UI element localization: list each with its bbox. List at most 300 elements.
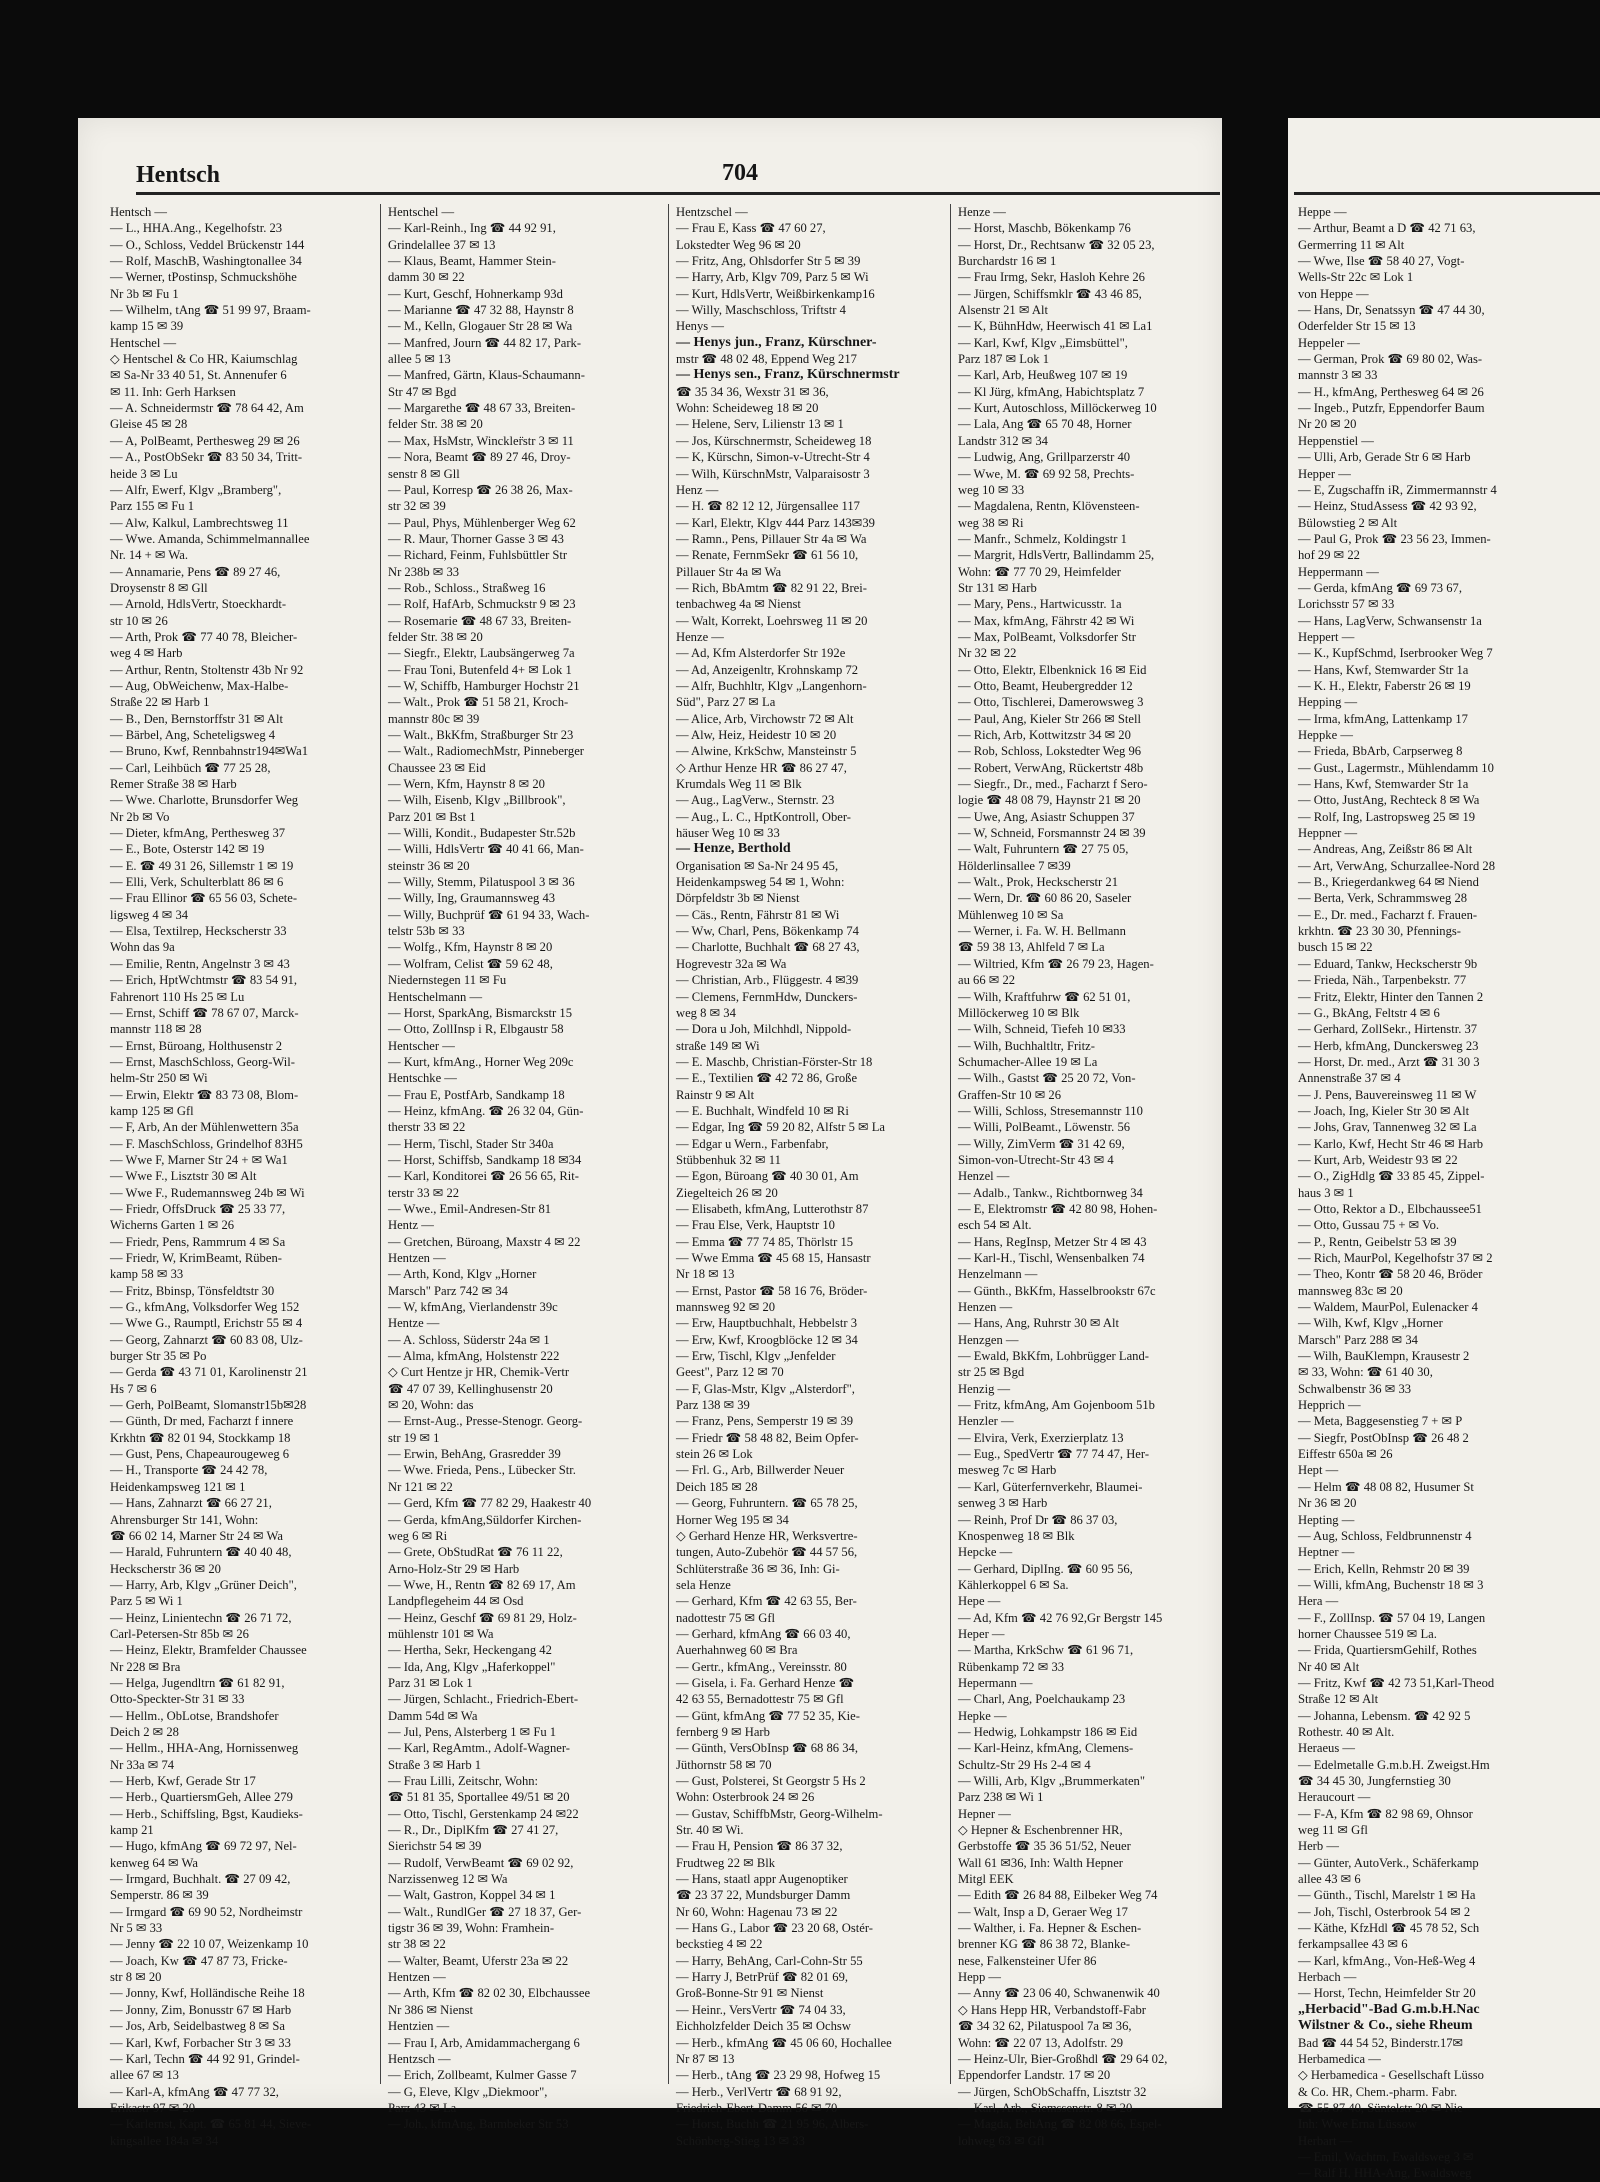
- directory-entry-line: Nr 5 ✉ 33: [110, 1921, 163, 1936]
- directory-entry-line: — Werner, tPostinsp, Schmuckshöhe: [110, 270, 297, 285]
- directory-entry-line: — Horst, Schiffsb, Sandkamp 18 ✉34: [388, 1152, 582, 1167]
- directory-entry-line: Gleise 45 ✉ 28: [110, 417, 188, 432]
- directory-entry-line: — Gust., Lagermstr., Mühlendamm 10: [1298, 760, 1494, 775]
- directory-entry-line: — Jürgen, SchObSchaffn, Lisztstr 32: [958, 2084, 1147, 2099]
- directory-entry-line: — K. H., Elektr, Faberstr 26 ✉ 19: [1298, 678, 1471, 693]
- directory-entry-line: — Charl, Ang, Poelchaukamp 23: [958, 1692, 1126, 1707]
- directory-entry-line: — Frau E, PostfArb, Sandkamp 18: [388, 1087, 565, 1102]
- directory-entry-line: kingsallee 184a ✉ 34: [110, 2133, 219, 2148]
- directory-entry-line: Schwalbenstr 36 ✉ 33: [1298, 1381, 1412, 1396]
- directory-entry-line: — Otto, Elektr, Elbenknick 16 ✉ Eid: [958, 662, 1147, 677]
- directory-entry-line: — E. Buchhalt, Windfeld 10 ✉ Ri: [676, 1103, 849, 1118]
- directory-entry-line: — Herm, Tischl, Stader Str 340a: [388, 1136, 554, 1151]
- directory-entry-line: — Magdalena, Rentn, Klövensteen-: [958, 499, 1140, 514]
- directory-entry-line: — Elvira, Verk, Exerzierplatz 13: [958, 1430, 1124, 1445]
- directory-entry-line: — Siegfr., Dr., med., Facharzt f Sero-: [958, 777, 1148, 792]
- directory-entry-line: Heppner —: [1298, 826, 1358, 841]
- directory-entry-line: — Günter, AutoVerk., Schäferkamp: [1298, 1855, 1479, 1870]
- directory-entry-line: — O., Schloss, Veddel Brückenstr 144: [110, 237, 305, 252]
- directory-entry-line: ☎ 59 38 13, Ahlfeld 7 ✉ La: [958, 940, 1105, 955]
- directory-entry-line: — Margarethe ☎ 48 67 33, Breiten-: [388, 401, 576, 416]
- directory-entry-line: — F, Glas-Mstr, Klgv „Alsterdorf",: [676, 1381, 855, 1396]
- directory-entry-line: — G, Eleve, Klgv „Diekmoor",: [388, 2084, 548, 2099]
- directory-entry-line: Jüthornstr 58 ✉ 70: [676, 1757, 772, 1772]
- directory-entry-line: Organisation ✉ Sa-Nr 24 95 45,: [676, 858, 839, 873]
- directory-entry-line: — Arthur, Rentn, Stoltenstr 43b Nr 92: [110, 662, 304, 677]
- directory-entry-line: — Wwe G., Raumptl, Erichstr 55 ✉ 4: [110, 1316, 303, 1331]
- directory-entry-line: Wells-Str 22c ✉ Lok 1: [1298, 270, 1414, 285]
- directory-entry-line: — Wilh, KürschnMstr, Valparaisostr 3: [676, 466, 870, 481]
- directory-entry-line: — Ida, Ang, Klgv „Haferkoppel": [388, 1659, 556, 1674]
- directory-entry-line: Rübenkamp 72 ✉ 33: [958, 1659, 1065, 1674]
- directory-entry-line: — Arth, Kond, Klgv „Horner: [388, 1267, 537, 1282]
- directory-entry-line: — Frau E, Kass ☎ 47 60 27,: [676, 221, 826, 236]
- directory-entry-line: — A. Schloss, Süderstr 24a ✉ 1: [388, 1332, 550, 1347]
- directory-entry-line: — Joach, Ing, Kieler Str 30 ✉ Alt: [1298, 1103, 1470, 1118]
- directory-entry-line: weg 6 ✉ Ri: [388, 1528, 448, 1543]
- directory-entry-line: — Rudolf, VerwBeamt ☎ 69 02 92,: [388, 1855, 574, 1870]
- directory-entry-line: Friedrich-Ebert-Damm 56 ✉ 70: [676, 2100, 838, 2115]
- directory-entry-line: — Frau Irmg, Sekr, Hasloh Kehre 26: [958, 270, 1145, 285]
- directory-entry-line: — Eug., SpedVertr ☎ 77 74 47, Her-: [958, 1447, 1150, 1462]
- directory-entry-line: kamp 58 ✉ 33: [110, 1267, 184, 1282]
- directory-entry-line: Hentzsch —: [388, 2051, 451, 2066]
- directory-entry-line: stein 26 ✉ Lok: [676, 1447, 753, 1462]
- directory-entry-line: Nr 3b ✉ Fu 1: [110, 286, 179, 301]
- directory-entry-line: mesweg 7c ✉ Harb: [958, 1463, 1057, 1478]
- directory-entry-line: — Jonny, Zim, Bonusstr 67 ✉ Harb: [110, 2002, 292, 2017]
- directory-entry-line: — Rolf, Ing, Lastropsweg 25 ✉ 19: [1298, 809, 1476, 824]
- directory-entry-line: — Clemens, FernmHdw, Dunckers-: [676, 989, 858, 1004]
- page-header: [136, 162, 1220, 192]
- directory-entry-line: Rothestr. 40 ✉ Alt.: [1298, 1724, 1395, 1739]
- directory-entry-line: Groß-Bonne-Str 91 ✉ Nienst: [676, 1986, 824, 2001]
- directory-entry-line: — Rob., Schloss., Straßweg 16: [388, 580, 546, 595]
- directory-entry-line: Lorichsstr 57 ✉ 33: [1298, 597, 1395, 612]
- directory-entry-line: ◇ Hentschel & Co HR, Kaiumschlag: [110, 352, 298, 367]
- directory-entry-line: — Gerda ☎ 43 71 01, Karolinenstr 21: [110, 1365, 308, 1380]
- directory-entry-line: — K., KupfSchmd, Iserbrooker Weg 7: [1298, 646, 1493, 661]
- directory-entry-line: Str 47 ✉ Bgd: [388, 384, 457, 399]
- directory-entry-line: — Mary, Pens., Hartwicusstr. 1a: [958, 597, 1122, 612]
- directory-entry-line: Henzelmann —: [958, 1267, 1038, 1282]
- directory-entry-line: — Alice, Arb, Virchowstr 72 ✉ Alt: [676, 711, 854, 726]
- directory-entry-line: kamp 125 ✉ Gfl: [110, 1103, 194, 1118]
- directory-entry-line: — Aug., L. C., HptKontroll, Ober-: [676, 809, 851, 824]
- directory-entry-line: logie ☎ 48 08 79, Haynstr 21 ✉ 20: [958, 793, 1141, 808]
- directory-entry-line: — Cäs., Rentn, Fährstr 81 ✉ Wi: [676, 907, 840, 922]
- directory-entry-line: ligsweg 4 ✉ 34: [110, 907, 189, 922]
- directory-entry-line: Grindelallee 37 ✉ 13: [388, 237, 496, 252]
- directory-entry-line: — Heinz, Linientechn ☎ 26 71 72,: [110, 1610, 292, 1625]
- directory-entry-line: — H., Transporte ☎ 24 42 78,: [110, 1463, 268, 1478]
- directory-entry-line: mühlenstr 101 ✉ Wa: [388, 1626, 494, 1641]
- directory-entry-line: Hentscher —: [388, 1038, 455, 1053]
- directory-entry-line: Mitgl EEK: [958, 1872, 1014, 1887]
- directory-entry-line: — Marianne ☎ 47 32 88, Haynstr 8: [388, 303, 574, 318]
- directory-entry-line: — Hans, Kwf, Stemwarder Str 1a: [1298, 777, 1469, 792]
- directory-entry-line: ◇ Gerhard Henze HR, Werksvertre-: [676, 1528, 858, 1543]
- directory-entry-line: — Karl, RegAmtm., Adolf-Wagner-: [388, 1741, 570, 1756]
- directory-entry-line: — Rich, BbAmtm ☎ 82 91 22, Brei-: [676, 580, 867, 595]
- directory-entry-line: — Wwe F., Rudemannsweg 24b ✉ Wi: [110, 1185, 305, 1200]
- directory-entry-line: Krkhtn ☎ 82 01 94, Stockkamp 18: [110, 1430, 291, 1445]
- directory-entry-line: Parz 187 ✉ Lok 1: [958, 352, 1049, 367]
- directory-entry-line: — Rich, MaurPol, Kegelhofstr 37 ✉ 2: [1298, 1251, 1493, 1265]
- directory-entry-line: — Wwe., Emil-Andresen-Str 81: [388, 1201, 552, 1216]
- directory-entry-line: — Otto, ZollInsp i R, Elbgaustr 58: [388, 1022, 564, 1037]
- directory-entry-line: ☎ 35 34 36, Wexstr 31 ✉ 36,: [676, 384, 829, 399]
- directory-entry-line: Arno-Holz-Str 29 ✉ Harb: [388, 1561, 520, 1576]
- directory-entry-line: — Wilh, Kwf, Klgv „Horner: [1298, 1316, 1443, 1331]
- directory-entry-line: — Johanna, Lebensm. ☎ 42 92 5: [1298, 1708, 1471, 1723]
- directory-entry-line: ☎ 55 87 40, Süntelstr 20 ✉ Nie: [1298, 2100, 1463, 2115]
- directory-entry-line: — Wwe. Charlotte, Brunsdorfer Weg: [110, 793, 299, 808]
- directory-entry-line: fernberg 9 ✉ Harb: [676, 1724, 770, 1739]
- directory-entry-line: — Theo, Kontr ☎ 58 20 46, Bröder: [1298, 1267, 1483, 1282]
- directory-entry-line: — Wilh, Schneid, Tiefeh 10 ✉33: [958, 1022, 1126, 1037]
- directory-entry-line: str 8 ✉ 20: [110, 1970, 162, 1985]
- directory-entry-line: — Emma ☎ 77 74 85, Thörlstr 15: [676, 1234, 854, 1249]
- directory-entry-line: — Frau I, Arb, Amidammachergang 6: [388, 2035, 580, 2050]
- header-rule: [1294, 192, 1600, 195]
- directory-entry-line: — Jul, Pens, Alsterberg 1 ✉ Fu 1: [388, 1724, 557, 1739]
- directory-entry-line: Str. 40 ✉ Wi.: [676, 1823, 744, 1838]
- directory-entry-line: — Jonny, Kwf, Holländische Reihe 18: [110, 1986, 305, 2001]
- directory-entry-line: Heppke —: [1298, 728, 1353, 742]
- directory-entry-line: — Helm ☎ 48 08 82, Husumer St: [1298, 1479, 1474, 1494]
- directory-entry-line: — Fritz, Kwf ☎ 42 73 51,Karl-Theod: [1298, 1675, 1495, 1690]
- directory-entry-line: — Manfred, Gärtn, Klaus-Schaumann-: [388, 368, 585, 383]
- directory-entry-line: — Erw, Hauptbuchhalt, Hebbelstr 3: [676, 1316, 858, 1331]
- directory-entry-line: allee 43 ✉ 6: [1298, 1872, 1361, 1887]
- directory-entry-line: — Ad, Kfm ☎ 42 76 92,Gr Bergstr 145: [958, 1610, 1163, 1625]
- directory-entry-line: mstr ☎ 48 02 48, Eppend Weg 217: [676, 352, 857, 367]
- directory-entry-line: — Günth., BkKfm, Hasselbrookstr 67c: [958, 1283, 1156, 1298]
- page-number: 704: [722, 160, 758, 186]
- directory-entry-line: — F-A, Kfm ☎ 82 98 69, Ohnsor: [1298, 1806, 1473, 1821]
- directory-entry-line: — Friedr, OffsDruck ☎ 25 33 77,: [110, 1201, 286, 1216]
- directory-entry-line: Eichholzfelder Deich 35 ✉ Ochsw: [676, 2019, 851, 2034]
- directory-entry-line: — Elli, Verk, Schulterblatt 86 ✉ 6: [110, 875, 284, 890]
- directory-entry-line: — Walt, Gastron, Koppel 34 ✉ 1: [388, 1888, 556, 1903]
- directory-entry-line: — Robert, VerwAng, Rückertstr 48b: [958, 760, 1144, 775]
- directory-entry-line: — Rob, Schloss, Lokstedter Weg 96: [958, 744, 1142, 759]
- directory-entry-line: — Gertr., kfmAng., Vereinsstr. 80: [676, 1659, 847, 1674]
- directory-entry-line: — Günth, Dr med, Facharzt f innere: [110, 1414, 294, 1429]
- directory-entry-line: Schönberg-Stieg 13 ✉ 33: [676, 2133, 805, 2148]
- directory-entry-line: allee 67 ✉ 13: [110, 2068, 179, 2083]
- directory-entry-line: Henzel —: [958, 1169, 1010, 1184]
- directory-entry-line: mannstr 118 ✉ 28: [110, 1022, 202, 1037]
- directory-entry-line: weg 11 ✉ Gfl: [1298, 1823, 1368, 1838]
- directory-entry-line: — Günth, VersObInsp ☎ 68 86 34,: [676, 1741, 858, 1756]
- directory-entry-line: Nr 32 ✉ 22: [958, 646, 1017, 661]
- directory-entry-line: — Hans G., Labor ☎ 23 20 68, Ostér-: [676, 1921, 873, 1936]
- directory-entry-line: — Edgar u Wern., Farbenfabr,: [676, 1136, 829, 1151]
- directory-entry-line: — Lala, Ang ☎ 65 70 48, Horner: [958, 417, 1132, 432]
- directory-entry-line: — Willy, Maschschloss, Triftstr 4: [676, 303, 846, 318]
- directory-entry-line: — Christian, Arb., Flüggestr. 4 ✉39: [676, 973, 859, 988]
- directory-entry-line: — Heinz, Elektr, Bramfelder Chaussee: [110, 1643, 307, 1658]
- directory-entry-line: — Gerda, kfmAng,Süldorfer Kirchen-: [388, 1512, 582, 1527]
- directory-entry-line: krkhtn. ☎ 23 30 30, Pfennings-: [1298, 924, 1461, 939]
- directory-entry-line: — Walther, i. Fa. Hepner & Eschen-: [958, 1921, 1142, 1936]
- directory-entry-line: — Karl, Kwf, Forbacher Str 3 ✉ 33: [110, 2035, 291, 2050]
- directory-entry-line: — Ad, Anzeigenltr, Krohnskamp 72: [676, 662, 859, 677]
- directory-entry-line: — Karlo, Kwf, Hecht Str 46 ✉ Harb: [1298, 1136, 1484, 1151]
- directory-entry-line: — Carl, Leihbüch ☎ 77 25 28,: [110, 760, 271, 775]
- directory-entry-line: — Henze, Berthold: [676, 841, 791, 857]
- directory-entry-line: — Helene, Serv, Lilienstr 13 ✉ 1: [676, 417, 844, 432]
- directory-entry-line: — Jenny ☎ 22 10 07, Weizenkamp 10: [110, 1937, 309, 1952]
- directory-entry-line: — E., Bote, Osterstr 142 ✉ 19: [110, 842, 265, 857]
- directory-entry-line: Hentzen —: [388, 1251, 446, 1265]
- directory-entry-line: — Wolfram, Celist ☎ 59 62 48,: [388, 956, 553, 971]
- directory-entry-line: felder Str. 38 ✉ 20: [388, 417, 483, 432]
- directory-entry-line: — J. Pens, Bauvereinsweg 11 ✉ W: [1298, 1087, 1477, 1102]
- directory-entry-line: Graffen-Str 10 ✉ 26: [958, 1087, 1062, 1102]
- directory-entry-line: — Jürgen, Schiffsmklr ☎ 43 46 85,: [958, 286, 1142, 301]
- directory-entry-line: — Siegfr., Elektr, Laubsängerweg 7a: [388, 646, 575, 661]
- directory-entry-line: — Georg, Zahnarzt ☎ 60 83 08, Ulz-: [110, 1332, 303, 1347]
- left-page: [78, 118, 1222, 2148]
- directory-entry-line: Stübbenhuk 32 ✉ 11: [676, 1152, 781, 1167]
- directory-entry-line: Otto-Speckter-Str 31 ✉ 33: [110, 1692, 245, 1707]
- directory-entry-line: — Uwe, Ang, Asiastr Schuppen 37: [958, 809, 1135, 824]
- directory-entry-line: Heidenkampsweg 121 ✉ 1: [110, 1479, 246, 1494]
- directory-entry-line: — Günth., Tischl, Marelstr 1 ✉ Ha: [1298, 1888, 1476, 1903]
- directory-entry-line: brenner KG ☎ 86 38 72, Blanke-: [958, 1937, 1131, 1952]
- directory-entry-line: Hentschelmann —: [388, 989, 483, 1004]
- directory-entry-line: — Manfred, Journ ☎ 44 82 17, Park-: [388, 335, 582, 350]
- directory-entry-line: ferkampsallee 43 ✉ 6: [1298, 1937, 1408, 1952]
- directory-entry-line: Parz 138 ✉ 39: [676, 1398, 750, 1413]
- directory-entry-line: — E, Zugschaffn iR, Zimmermannstr 4: [1298, 482, 1497, 497]
- directory-entry-line: — Ingeb., Putzfr, Eppendorfer Baum: [1298, 401, 1485, 416]
- directory-entry-line: — Otto, Tischlerei, Damerowsweg 3: [958, 695, 1144, 710]
- directory-entry-line: str 19 ✉ 1: [388, 1430, 440, 1445]
- directory-entry-line: — Franz, Pens, Semperstr 19 ✉ 39: [676, 1414, 854, 1429]
- directory-entry-line: — Alw, Heiz, Heidestr 10 ✉ 20: [676, 728, 837, 742]
- directory-entry-line: — Irmgard ☎ 69 90 52, Nordheimstr: [110, 1904, 303, 1919]
- directory-entry-line: Hentz —: [388, 1218, 434, 1233]
- directory-entry-line: Parz 238 ✉ Wi 1: [958, 1790, 1044, 1805]
- directory-entry-line: häuser Weg 10 ✉ 33: [676, 826, 780, 841]
- directory-entry-line: — Bärbel, Ang, Scheteligsweg 4: [110, 728, 276, 742]
- directory-entry-line: — Horst, Buchh ☎ 21 95 96, Albers-: [676, 2117, 869, 2132]
- directory-entry-line: — Waldem, MaurPol, Eulenacker 4: [1298, 1300, 1478, 1315]
- directory-entry-line: — W, kfmAng, Vierlandenstr 39c: [388, 1300, 558, 1315]
- directory-entry-line: — Hans, Zahnarzt ☎ 66 27 21,: [110, 1496, 272, 1511]
- directory-entry-line: Henzig —: [958, 1381, 1011, 1396]
- directory-entry-line: — A. Schneidermstr ☎ 78 64 42, Am: [110, 401, 304, 416]
- directory-entry-line: — Karl, Kwf, Klgv „Eimsbüttel",: [958, 335, 1128, 350]
- directory-entry-line: Marsch" Parz 288 ✉ 34: [1298, 1332, 1418, 1347]
- directory-entry-line: ◇ Hepner & Eschenbrenner HR,: [958, 1823, 1123, 1838]
- directory-entry-line: Millöckerweg 10 ✉ Blk: [958, 1005, 1080, 1020]
- directory-entry-line: Hentsch —: [110, 205, 168, 219]
- directory-entry-line: — Horst, Maschb, Bökenkamp 76: [958, 221, 1131, 236]
- directory-entry-line: — Heinz-Ulr, Bier-Großhdl ☎ 29 64 02,: [958, 2051, 1168, 2066]
- directory-entry-line: Heppenstiel —: [1298, 433, 1374, 448]
- directory-entry-line: — Kurt, HdlsVertr, Weißbirkenkamp16: [676, 286, 875, 301]
- directory-entry-line: Hentzen —: [388, 1970, 446, 1985]
- directory-entry-line: — Willi, Kondit., Budapester Str.52b: [388, 826, 576, 841]
- directory-entry-line: Wohn das 9a: [110, 940, 175, 955]
- directory-entry-line: — Kurt, Arb, Weidestr 93 ✉ 22: [1298, 1152, 1458, 1167]
- directory-entry-line: — M., Kelln, Glogauer Str 28 ✉ Wa: [388, 319, 573, 334]
- directory-entry-line: — Hans, RegInsp, Metzer Str 4 ✉ 43: [958, 1234, 1147, 1249]
- directory-entry-line: — Karl, Güterfernverkehr, Blaumei-: [958, 1479, 1143, 1494]
- directory-entry-line: — Herb., QuartiersmGeh, Allee 279: [110, 1790, 293, 1805]
- directory-entry-line: — Gerhard, ZollSekr., Hirtenstr. 37: [1298, 1022, 1478, 1037]
- directory-column-4: [958, 204, 1220, 2149]
- directory-entry-line: — Wilh, Eisenb, Klgv „Billbrook",: [388, 793, 566, 808]
- directory-entry-line: Rainstr 9 ✉ Alt: [676, 1087, 755, 1102]
- directory-entry-line: Marsch" Parz 742 ✉ 34: [388, 1283, 508, 1298]
- directory-entry-line: — Rosemarie ☎ 48 67 33, Breiten-: [388, 613, 572, 628]
- directory-column-1: [110, 204, 380, 2149]
- directory-entry-line: Nr 238b ✉ 33: [388, 564, 460, 579]
- directory-entry-line: — Elisabeth, kfmAng, Lutterothstr 87: [676, 1201, 869, 1216]
- directory-entry-line: Henzen —: [958, 1300, 1013, 1315]
- directory-entry-line: Eppendorfer Landstr. 17 ✉ 20: [958, 2068, 1111, 2083]
- directory-entry-line: — Frida, QuartiersmGehilf, Rothes: [1298, 1643, 1477, 1658]
- directory-entry-line: — F, Arb, An der Mühlenwettern 35a: [110, 1120, 299, 1135]
- directory-entry-line: ✉ 11. Inh: Gerh Harksen: [110, 384, 236, 399]
- directory-entry-line: ☎ 34 45 30, Jungfernstieg 30: [1298, 1774, 1451, 1788]
- directory-entry-line: — Rolf, HafArb, Schmuckstr 9 ✉ 23: [388, 597, 576, 612]
- directory-entry-line: Hepping —: [1298, 695, 1358, 710]
- directory-entry-line: — O., ZigHdlg ☎ 33 85 45, Zippel-: [1298, 1169, 1485, 1184]
- directory-entry-line: — Irma, kfmAng, Lattenkamp 17: [1298, 711, 1468, 726]
- directory-entry-line: — Ramn., Pens, Pillauer Str 4a ✉ Wa: [676, 531, 867, 546]
- directory-entry-line: Nr 20 ✉ 20: [1298, 417, 1357, 432]
- directory-entry-line: — Walt., Prok ☎ 51 58 21, Kroch-: [388, 695, 569, 710]
- directory-entry-line: — Karl, Arb, Heußweg 107 ✉ 19: [958, 368, 1128, 383]
- directory-entry-line: — Günt, kfmAng ☎ 77 52 35, Kie-: [676, 1708, 860, 1723]
- directory-entry-line: — Frau Lilli, Zeitschr, Wohn:: [388, 1774, 539, 1788]
- directory-entry-line: — F. MaschSchloss, Grindelhof 83H5: [110, 1136, 303, 1151]
- directory-entry-line: kamp 15 ✉ 39: [110, 319, 184, 334]
- directory-entry-line: — Walt., RadiomechMstr, Pinneberger: [388, 744, 584, 759]
- directory-entry-line: — Erwin, BehAng, Grasredder 39: [388, 1447, 561, 1462]
- directory-entry-line: horner Chaussee 519 ✉ La.: [1298, 1626, 1437, 1641]
- directory-entry-line: — H. ☎ 82 12 12, Jürgensallee 117: [676, 499, 860, 514]
- directory-entry-line: — Friedr, W, KrimBeamt, Rüben-: [110, 1251, 282, 1265]
- directory-entry-line: — Grete, ObStudRat ☎ 76 11 22,: [388, 1545, 563, 1560]
- directory-entry-line: — Horst, Dr. med., Arzt ☎ 31 30 3: [1298, 1054, 1480, 1069]
- directory-entry-line: — Max, kfmAng, Fährstr 42 ✉ Wi: [958, 613, 1135, 628]
- directory-entry-line: — Karlernst, Kapt. ☎ 65 81 44, Sieve-: [110, 2117, 312, 2132]
- directory-entry-line: — Otto, Beamt, Heubergredder 12: [958, 678, 1133, 693]
- directory-entry-line: — Otto, JustAng, Rechteck 8 ✉ Wa: [1298, 793, 1480, 808]
- directory-entry-line: — Henys sen., Franz, Kürschnermstr: [676, 367, 900, 383]
- directory-entry-line: Herb —: [1298, 1839, 1339, 1854]
- directory-entry-line: — Ralf H, HHA-Ang, Ewaldsweg: [1298, 2166, 1472, 2181]
- directory-entry-line: — B., Kriegerdankweg 64 ✉ Niend: [1298, 875, 1479, 890]
- directory-entry-line: — Harry J, BetrPrüf ☎ 82 01 69,: [676, 1970, 849, 1985]
- directory-entry-line: — A, PolBeamt, Perthesweg 29 ✉ 26: [110, 433, 300, 448]
- directory-entry-line: ☎ 51 81 35, Sportallee 49/51 ✉ 20: [388, 1790, 570, 1805]
- directory-entry-line: tigstr 36 ✉ 39, Wohn: Framhein-: [388, 1921, 555, 1936]
- directory-entry-line: Niedernstegen 11 ✉ Fu: [388, 973, 507, 988]
- directory-entry-line: Süd", Parz 27 ✉ La: [676, 695, 776, 710]
- directory-entry-line: — Horst, SparkAng, Bismarckstr 15: [388, 1005, 572, 1020]
- directory-entry-line: — Alwine, KrkSchw, Mansteinstr 5: [676, 744, 857, 759]
- directory-entry-line: — Frau Toni, Butenfeld 4+ ✉ Lok 1: [388, 662, 572, 677]
- directory-entry-line: Burchardstr 16 ✉ 1: [958, 254, 1057, 269]
- directory-entry-line: — Arthur, Beamt a D ☎ 42 71 63,: [1298, 221, 1476, 236]
- directory-entry-line: — E, Elektromstr ☎ 42 80 98, Hohen-: [958, 1201, 1158, 1216]
- directory-entry-line: — Ernst-Aug., Presse-Stenogr. Georg-: [388, 1414, 583, 1429]
- directory-entry-line: — Edgar, Ing ☎ 59 20 82, Alfstr 5 ✉ La: [676, 1120, 886, 1135]
- directory-entry-line: — Nora, Beamt ☎ 89 27 46, Droy-: [388, 450, 571, 465]
- directory-entry-line: — Eduard, Tankw, Heckscherstr 9b: [1298, 956, 1478, 971]
- directory-entry-line: Krumdals Weg 11 ✉ Blk: [676, 777, 802, 792]
- directory-entry-line: — Hertha, Sekr, Heckengang 42: [388, 1643, 552, 1658]
- directory-entry-line: ☎ 23 37 22, Mundsburger Damm: [676, 1888, 851, 1903]
- directory-entry-line: Heidenkampsweg 54 ✉ 1, Wohn:: [676, 875, 845, 890]
- directory-entry-line: Hentschel —: [110, 335, 177, 350]
- directory-entry-line: Wilstner & Co., siehe Rheum: [1298, 2018, 1473, 2034]
- directory-entry-line: — Frieda, Näh., Tarpenbekstr. 77: [1298, 973, 1467, 988]
- directory-entry-line: ◇ Curt Hentze jr HR, Chemik-Vertr: [388, 1365, 570, 1380]
- directory-entry-line: Henzler —: [958, 1414, 1014, 1429]
- directory-entry-line: — H., kfmAng, Perthesweg 64 ✉ 26: [1298, 384, 1484, 399]
- directory-entry-line: — Erw, Kwf, Kroogblöcke 12 ✉ 34: [676, 1332, 858, 1347]
- directory-entry-line: terstr 33 ✉ 22: [388, 1185, 460, 1200]
- directory-entry-line: — Karl, kfmAng., Von-Heß-Weg 4: [1298, 1953, 1476, 1968]
- directory-entry-line: — Max, HsMstr, Winckler̈str 3 ✉ 11: [388, 433, 574, 448]
- directory-entry-line: Henze —: [958, 205, 1006, 219]
- directory-entry-line: Hentze —: [388, 1316, 440, 1331]
- directory-entry-line: Hölderlinsallee 7 ✉39: [958, 858, 1071, 873]
- directory-entry-line: — Heinr., VersVertr ☎ 74 04 33,: [676, 2002, 846, 2017]
- directory-entry-line: Heppeler —: [1298, 335, 1360, 350]
- directory-entry-line: — P., Rentn, Geibelstr 53 ✉ 39: [1298, 1234, 1457, 1249]
- directory-entry-line: Remer Straße 38 ✉ Harb: [110, 777, 237, 792]
- directory-entry-line: Hepp —: [958, 1970, 1002, 1985]
- directory-entry-line: — Otto, Tischl, Gerstenkamp 24 ✉22: [388, 1806, 579, 1821]
- directory-entry-line: str 10 ✉ 26: [110, 613, 168, 628]
- directory-entry-line: Hepcke —: [958, 1545, 1013, 1560]
- directory-entry-line: — W, Schneid, Forsmannstr 24 ✉ 39: [958, 826, 1146, 841]
- directory-entry-line: Parz 201 ✉ Bst 1: [388, 809, 476, 824]
- directory-entry-line: Hept —: [1298, 1463, 1339, 1478]
- directory-entry-line: — Henys jun., Franz, Kürschner-: [676, 334, 877, 350]
- directory-entry-line: — Wwe F., Lisztstr 30 ✉ Alt: [110, 1169, 257, 1184]
- directory-entry-line: — Magda, BehAng ☎ 82 08 66, Espel-: [958, 2117, 1162, 2132]
- directory-entry-line: Heraucourt —: [1298, 1790, 1371, 1805]
- directory-entry-line: — Harald, Fuhruntern ☎ 40 40 48,: [110, 1545, 292, 1560]
- directory-entry-line: — Frau H, Pension ☎ 86 37 32,: [676, 1839, 843, 1854]
- directory-entry-line: weg 38 ✉ Ri: [958, 515, 1024, 530]
- directory-entry-line: — Klaus, Beamt, Hammer Stein-: [388, 254, 556, 269]
- directory-entry-line: Nr 386 ✉ Nienst: [388, 2002, 474, 2017]
- directory-entry-line: Schlüterstraße 36 ✉ 36, Inh: Gi-: [676, 1561, 840, 1576]
- directory-entry-line: — Arth, Kfm ☎ 82 02 30, Elbchaussee: [388, 1986, 591, 2001]
- directory-entry-line: Heppermann —: [1298, 564, 1379, 579]
- directory-entry-line: — Hellm., HHA-Ang, Hornissenweg: [110, 1741, 299, 1756]
- directory-entry-line: damm 30 ✉ 22: [388, 270, 465, 285]
- directory-entry-line: Hentzschel —: [676, 205, 748, 219]
- directory-entry-line: Deich 2 ✉ 28: [110, 1724, 179, 1739]
- directory-entry-line: Parz 5 ✉ Wi 1: [110, 1594, 183, 1609]
- directory-entry-line: — G., kfmAng, Volksdorfer Weg 152: [110, 1300, 300, 1315]
- directory-entry-line: Nr 228 ✉ Bra: [110, 1659, 181, 1674]
